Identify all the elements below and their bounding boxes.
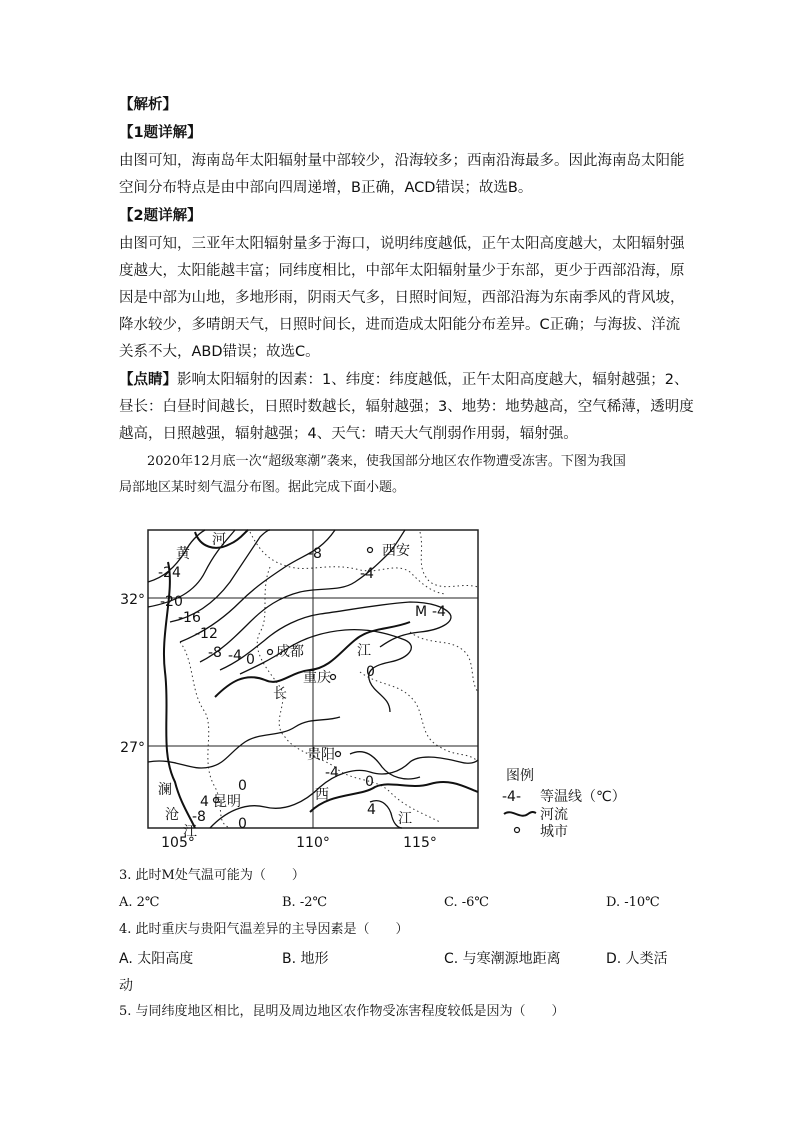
isotherm-label: 4: [367, 802, 376, 818]
isotherm-label: 4: [200, 794, 209, 810]
q4-option-a[interactable]: A. 太阳高度: [119, 951, 194, 967]
isotherm-label: 0: [238, 778, 247, 794]
river-label-huang: 黄: [176, 546, 190, 562]
isotherm-label: 0: [366, 664, 375, 680]
isotherm-label: 0: [365, 774, 374, 790]
city-label-xian: 西安: [382, 543, 410, 559]
river-label-xi: 西: [315, 787, 329, 803]
q3-option-c[interactable]: C. -6℃: [444, 895, 489, 910]
river-label-chang: 长: [273, 686, 287, 702]
intro-line-1: 2020年12月底一次“超级寒潮”袭来，使我国部分地区农作物遭受冻害。下图为我国: [147, 454, 626, 469]
river-label-he: 河: [212, 532, 226, 548]
q4-option-d-wrap: 动: [119, 978, 133, 994]
legend-title: 图例: [506, 768, 534, 784]
q2-header: 【2题详解】: [119, 208, 202, 224]
point-m-label: M: [415, 604, 428, 620]
tip-text-1: 影响太阳辐射的因素：1、纬度：纬度越低，正午太阳高度越大，辐射越强；2、: [177, 372, 689, 388]
isotherm-label: -20: [160, 594, 183, 610]
q3-option-a[interactable]: A. 2℃: [119, 895, 160, 910]
legend-city-symbol: [515, 828, 520, 833]
q2-line-5: 关系不大，ABD错误；故选C。: [119, 344, 320, 360]
q4-option-d[interactable]: D. 人类活: [606, 951, 668, 967]
xijiang-river: [310, 782, 478, 812]
river-label-jiang-1: 江: [357, 643, 371, 659]
q1-line-1: 由图可知，海南岛年太阳辐射量中部较少，沿海较多；西南沿海最多。因此海南岛太阳能: [119, 153, 685, 169]
city-marker-chengdu: [268, 650, 273, 655]
q4-option-c[interactable]: C. 与寒潮源地距离: [444, 951, 561, 967]
river-label-cang: 沧: [165, 807, 179, 823]
tip-line-2: 昼长：白昼时间越长，日照时数越长，辐射越强；3、地势：地势越高，空气稀薄，透明度: [119, 399, 694, 415]
legend-isotherm-text: 等温线（℃）: [540, 789, 626, 805]
isotherm-label: -4: [360, 566, 374, 582]
question-4-stem: 4. 此时重庆与贵阳气温差异的主导因素是（ ）: [119, 922, 409, 937]
isotherm-label: -4: [432, 604, 446, 620]
city-marker-chongqing: [331, 675, 336, 680]
legend-river-text: 河流: [540, 807, 568, 823]
q1-header: 【1题详解】: [119, 125, 202, 141]
intro-line-2: 局部地区某时刻气温分布图。据此完成下面小题。: [119, 480, 406, 495]
city-label-chongqing: 重庆: [303, 670, 331, 686]
city-label-kunming: 昆明: [213, 794, 241, 810]
lat-label-27: 27°: [120, 740, 145, 756]
question-5-stem: 5. 与同纬度地区相比，昆明及周边地区农作物受冻害程度较低是因为（ ）: [119, 1004, 565, 1019]
q2-line-2: 度越大，太阳能越丰富；同纬度相比，中部年太阳辐射量少于东部，更少于西部沿海，原: [119, 263, 685, 279]
legend-river-symbol: [504, 812, 536, 816]
lat-label-32: 32°: [120, 592, 145, 608]
isotherm-label: -8: [208, 645, 222, 661]
legend-city-text: 城市: [540, 824, 568, 840]
analysis-header: 【解析】: [119, 97, 177, 113]
isotherm-label: -12: [195, 626, 218, 642]
city-marker-guiyang: [336, 752, 341, 757]
temperature-map: [120, 522, 680, 862]
map-legend: [502, 768, 626, 840]
city-marker-xian: [368, 548, 373, 553]
isotherm-label: -4: [325, 765, 339, 781]
question-3-stem: 3. 此时M处气温可能为（ ）: [119, 868, 305, 883]
lon-label-115: 115°: [403, 835, 437, 851]
city-label-chengdu: 成都: [276, 644, 304, 660]
tip-line-3: 越高，日照越强，辐射越强；4、天气：晴天大气削弱作用弱，辐射强。: [119, 426, 578, 442]
isotherm-label: -24: [158, 565, 181, 581]
isotherm-label: 0: [246, 652, 255, 668]
river-label-jiang-2: 江: [183, 824, 197, 840]
isotherm-label: -8: [308, 546, 322, 562]
river-label-jiang-3: 江: [398, 811, 412, 827]
tip-line-1: [119, 370, 688, 390]
q4-option-b[interactable]: B. 地形: [282, 951, 329, 967]
river-label-lan: 澜: [158, 782, 172, 798]
isotherm-label: -4: [228, 648, 242, 664]
q2-line-3: 因是中部为山地，多地形雨，阴雨天气多，日照时间短，西部沿海为东南季风的背风坡，: [119, 290, 685, 306]
lon-label-110: 110°: [296, 835, 330, 851]
q1-line-2: 空间分布特点是由中部向四周递增，B正确，ACD错误；故选B。: [119, 180, 533, 196]
tip-label: 【点睛】: [119, 372, 177, 388]
q3-option-d[interactable]: D. -10℃: [606, 895, 660, 910]
q2-line-1: 由图可知，三亚年太阳辐射量多于海口，说明纬度越低，正午太阳高度越大，太阳辐射强: [119, 236, 685, 252]
q3-option-b[interactable]: B. -2℃: [282, 895, 328, 910]
isotherm-label: 0: [238, 816, 247, 832]
lon-label-105: 105°: [161, 835, 195, 851]
isotherm-label: -8: [192, 809, 206, 825]
q2-line-4: 降水较少，多晴朗天气，日照时间长，进而造成太阳能分布差异。C正确；与海拔、洋流: [119, 317, 681, 333]
city-label-guiyang: 贵阳: [307, 747, 335, 763]
legend-isotherm-sample: -4-: [502, 789, 522, 805]
isotherm-label: -16: [178, 610, 201, 626]
